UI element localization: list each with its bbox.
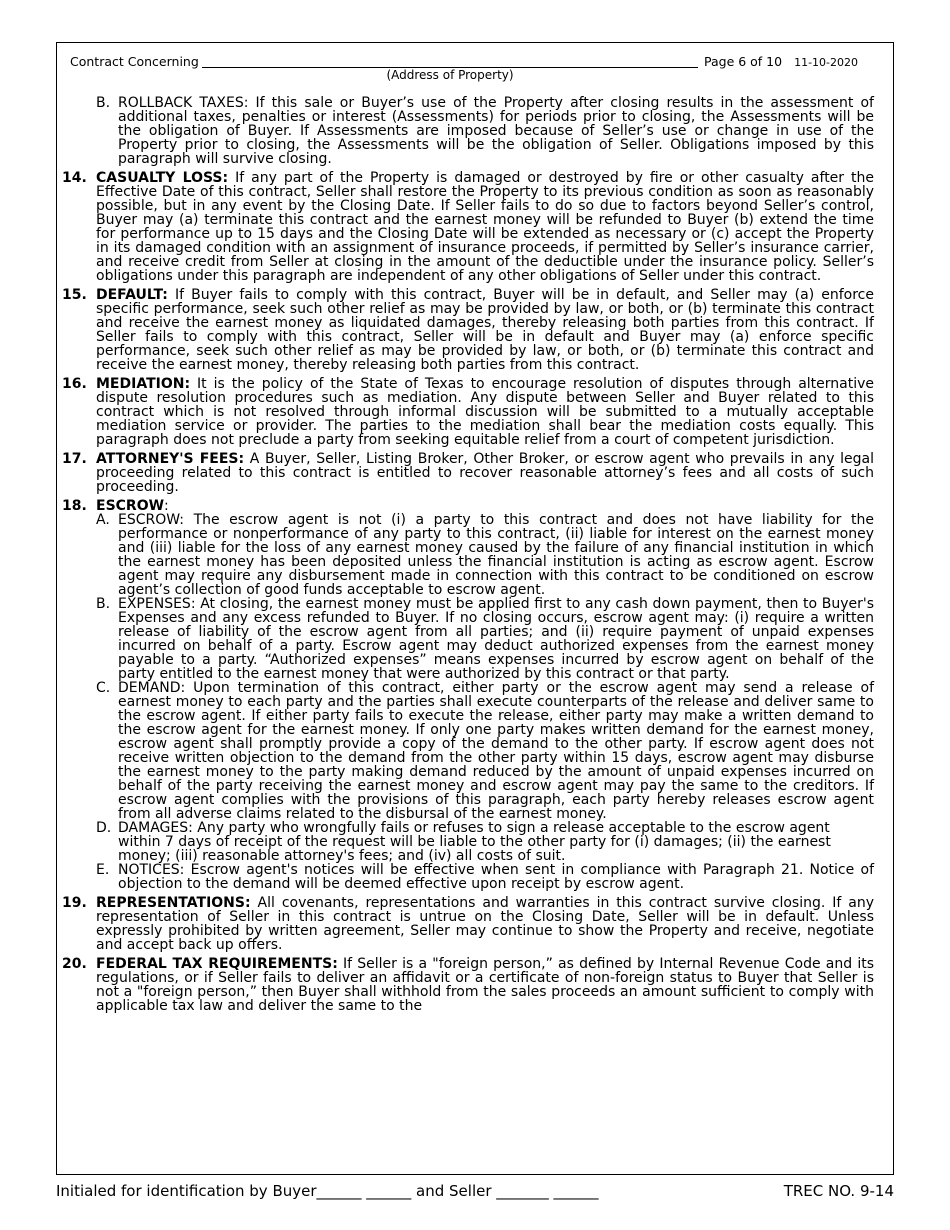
section-title: DEFAULT:	[96, 287, 168, 303]
item-letter: A.	[96, 512, 110, 528]
escrow-item-e	[96, 863, 874, 891]
section-title: FEDERAL TAX REQUIREMENTS:	[96, 956, 338, 972]
contract-concerning-label: Contract Concerning	[70, 54, 199, 69]
section-number: 18.	[62, 498, 87, 514]
section-title: ESCROW	[96, 498, 165, 514]
section-19	[62, 896, 874, 952]
section-title: ATTORNEY'S FEES:	[96, 451, 245, 467]
section-text: It is the policy of the State of Texas to encourage resolution of disputes through alternative dispute resolution procedures such as mediation. Any dispute between Seller and Buyer related to this contract which is not resolved through informal discussion will be submitted to a mutually acceptable mediation service or provider. The parties to the mediation shall bear the mediation costs equally. This paragraph does not preclude a party from seeking equitable relief from a court of competent jurisdiction.	[96, 376, 874, 448]
trec-number: TREC NO. 9-14	[783, 1182, 894, 1200]
section-title: CASUALTY LOSS:	[96, 170, 229, 186]
item-text: ROLLBACK TAXES: If this sale or Buyer’s use of the Property after closing results in the assessment of additional taxes, penalties or interest (Assessments) for periods prior to closing, the Assessments will be the obligation of Buyer. If Assessments are imposed because of Seller’s use or change in use of the Property prior to closing, the Assessments will be the obligation of Seller. Obligations imposed by this paragraph will survive closing.	[118, 95, 874, 167]
page-footer	[56, 1182, 894, 1200]
address-label: (Address of Property)	[386, 68, 514, 82]
item-text: EXPENSES: At closing, the earnest money must be applied first to any cash down payment, then to Buyer's Expenses and any excess refunded to Buyer. If no closing occurs, escrow agent may: (i) require a written release of liability of the escrow agent from all parties; and (ii) require payment of unpaid expenses incurred on behalf of a party. Escrow agent may deduct authorized expenses from the earnest money payable to a party. “Authorized expenses” means expenses incurred by escrow agent on behalf of the party entitled to the earnest money that were authorized by this contract or that party.	[118, 596, 874, 682]
escrow-item-d	[96, 821, 874, 863]
section-colon: :	[164, 498, 169, 514]
section-number: 20.	[62, 956, 87, 972]
item-letter: B.	[96, 95, 111, 111]
item-letter: E.	[96, 862, 110, 878]
section-text: All covenants, representations and warranties in this contract survive closing. If any representation of Seller in this contract is untrue on the Closing Date, Seller will be in default. Unless expressly prohibited by written agreement, Seller may continue to show the Property and receive, negotiate and accept back up offers.	[96, 895, 874, 953]
initials-line: Initialed for identification by Buyer______ ______ and Seller _______ ______	[56, 1182, 599, 1200]
rollback-taxes-paragraph	[96, 96, 874, 166]
section-title: REPRESENTATIONS:	[96, 895, 251, 911]
escrow-item-b	[96, 597, 874, 681]
document-body	[62, 96, 874, 1018]
form-date: 11-10-2020	[794, 56, 859, 69]
section-17	[62, 452, 874, 494]
section-number: 14.	[62, 170, 87, 186]
escrow-item-c	[96, 681, 874, 821]
item-letter: B.	[96, 596, 111, 612]
section-number: 15.	[62, 287, 87, 303]
section-title: MEDIATION:	[96, 376, 191, 392]
item-letter: C.	[96, 680, 111, 696]
section-18	[62, 499, 874, 891]
item-letter: D.	[96, 820, 112, 836]
section-text: A Buyer, Seller, Listing Broker, Other Broker, or escrow agent who prevails in any legal proceeding related to this contract is entitled to recover reasonable attorney’s fees and all costs of such proceeding.	[96, 451, 874, 495]
page-info	[704, 54, 858, 69]
section-20	[62, 957, 874, 1013]
item-text: ESCROW: The escrow agent is not (i) a party to this contract and does not have liability for the performance or nonperformance of any party to this contract, (ii) liable for interest on the earnest money and (iii) liable for the loss of any earnest money caused by the failure of any financial institution in which the earnest money has been deposited unless the financial institution is acting as escrow agent. Escrow agent may require any disbursement made in connection with this contract to be conditioned on escrow agent’s collection of good funds acceptable to escrow agent.	[118, 512, 874, 598]
item-text: NOTICES: Escrow agent's notices will be effective when sent in compliance with Paragraph 21. Notice of objection to the demand will be deemed effective upon receipt by escrow agent.	[118, 862, 874, 892]
section-14	[62, 171, 874, 283]
item-text: DAMAGES: Any party who wrongfully fails or refuses to sign a release acceptable to the escrow agent within 7 days of receipt of the request will be liable to the other party for (i) damages; (ii) the earnest money; (iii) reasonable attorney's fees; and (iv) all costs of suit.	[118, 820, 831, 864]
section-text: If any part of the Property is damaged or destroyed by fire or other casualty after the Effective Date of this contract, Seller shall restore the Property to its previous condition as soon as reasonably possible, but in any event by the Closing Date. If Seller fails to do so due to factors beyond Seller’s control, Buyer may (a) terminate this contract and the earnest money will be refunded to Buyer (b) extend the time for performance up to 15 days and the Closing Date will be extended as necessary or (c) accept the Property in its damaged condition with an assignment of insurance proceeds, if permitted by Seller’s insurance carrier, and receive credit from Seller at closing in the amount of the deductible under the insurance policy. Seller’s obligations under this paragraph are independent of any other obligations of Seller under this contract.	[96, 170, 875, 284]
page-number: Page 6 of 10	[704, 54, 783, 69]
section-number: 19.	[62, 895, 87, 911]
item-text: DEMAND: Upon termination of this contract, either party or the escrow agent may send a release of earnest money to each party and the parties shall execute counterparts of the release and deliver same to the escrow agent. If either party fails to execute the release, either party may make a written demand to the escrow agent for the earnest money. If only one party makes written demand for the earnest money, escrow agent shall promptly provide a copy of the demand to the other party. If escrow agent does not receive written objection to the demand from the other party within 15 days, escrow agent may disburse the earnest money to the party making demand reduced by the amount of unpaid expenses incurred on behalf of the party receiving the earnest money and escrow agent may pay the same to the creditors. If escrow agent complies with the provisions of this paragraph, each party hereby releases escrow agent from all adverse claims related to the disbursal of the earnest money.	[118, 680, 874, 822]
section-text: If Seller is a "foreign person,” as defined by Internal Revenue Code and its regulations, or if Seller fails to deliver an affidavit or a certificate of non-foreign status to Buyer that Seller is not a "foreign person,” then Buyer shall withhold from the sales proceeds an amount sufficient to comply with applicable tax law and deliver the same to the	[96, 956, 875, 1014]
section-15	[62, 288, 874, 372]
section-16	[62, 377, 874, 447]
section-number: 16.	[62, 376, 87, 392]
escrow-item-a	[96, 513, 874, 597]
section-text: If Buyer fails to comply with this contract, Buyer will be in default, and Seller may (a) enforce specific performance, seek such other relief as may be provided by law, or both, or (b) terminate this contract and receive the earnest money as liquidated damages, thereby releasing both parties from this contract. If Seller fails to comply with this contract, Seller will be in default and Buyer may (a) enforce specific performance, seek such other relief as may be provided by law, or both, or (b) terminate this contract and receive the earnest money, thereby releasing both parties from this contract.	[96, 287, 874, 373]
section-number: 17.	[62, 451, 87, 467]
